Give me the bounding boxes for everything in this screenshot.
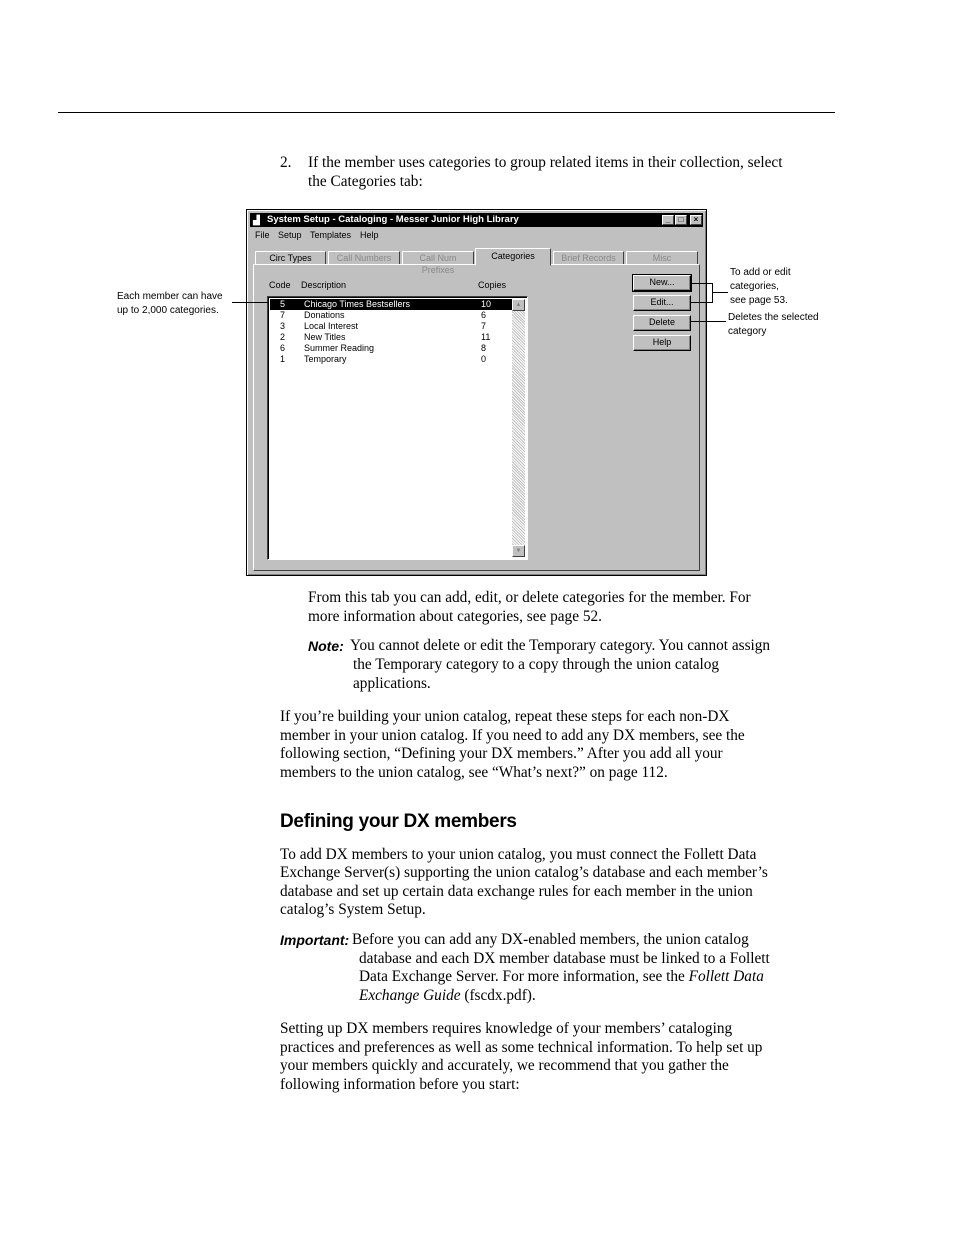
callout-delete-line2: category — [728, 326, 767, 337]
para-add-dx-line3: database and set up certain data exchange rules for each member in the union — [280, 883, 753, 900]
para-setting-up-line2: practices and preferences as well as some technical information. To help set up — [280, 1039, 763, 1056]
new-button[interactable]: New... — [633, 275, 691, 291]
tab-strip — [253, 248, 701, 275]
para-building-line1: If you’re building your union catalog, repeat these steps for each non-DX — [280, 708, 730, 725]
para-building-line4: members to the union catalog, see “What’s next?” on page 112. — [280, 764, 668, 781]
callout-add-edit-line2: categories, — [730, 281, 779, 292]
para-setting-up-line4: following information before you start: — [280, 1076, 520, 1093]
callout-leader-add-edit — [712, 292, 728, 293]
tab-call-num-prefixes[interactable]: Call Num Prefixes — [402, 251, 474, 265]
callout-leader-delete — [690, 321, 726, 322]
important-line3: Data Exchange Server. For more information, see the Follett Data — [359, 968, 764, 985]
column-header-copies: Copies — [478, 280, 507, 290]
close-icon[interactable]: × — [690, 215, 702, 225]
delete-button[interactable]: Delete — [633, 315, 691, 331]
list-item[interactable]: 6 Summer Reading 8 — [280, 343, 487, 353]
step-text-line2: the Categories tab: — [308, 173, 423, 190]
tab-call-numbers[interactable]: Call Numbers — [328, 251, 400, 265]
important-line4: Exchange Guide (fscdx.pdf). — [359, 987, 536, 1004]
list-item[interactable]: 5 Chicago Times Bestsellers 10 — [270, 299, 516, 310]
callout-delete-line1: Deletes the selected — [728, 312, 819, 323]
para-from-tab-line2: more information about categories, see page 52. — [308, 608, 602, 625]
para-setting-up-line1: Setting up DX members requires knowledge of your members’ cataloging — [280, 1020, 733, 1037]
window-title: System Setup - Cataloging - Messer Junior High Library — [267, 214, 519, 225]
callout-leader-new — [690, 283, 712, 284]
callout-left-line1: Each member can have — [117, 291, 223, 302]
vertical-scrollbar[interactable] — [512, 299, 525, 557]
help-button[interactable]: Help — [633, 335, 691, 351]
para-add-dx-line2: Exchange Server(s) supporting the union catalog’s database and each member’s — [280, 864, 768, 881]
callout-leader-left — [232, 302, 268, 303]
para-setting-up-line3: your members quickly and accurately, we recommend that you gather the — [280, 1057, 729, 1074]
para-add-dx-line1: To add DX members to your union catalog, you must connect the Follett Data — [280, 846, 757, 863]
menu-file[interactable]: File — [255, 230, 270, 240]
para-from-tab-line1: From this tab you can add, edit, or delete categories for the member. For — [308, 589, 751, 606]
list-item[interactable]: 7 Donations 6 — [280, 310, 487, 320]
edit-button[interactable]: Edit... — [633, 295, 691, 311]
callout-add-edit-line3: see page 53. — [730, 295, 788, 306]
callout-left-line2: up to 2,000 categories. — [117, 305, 219, 316]
column-header-description: Description — [301, 280, 347, 290]
tab-brief-records[interactable]: Brief Records — [553, 251, 624, 265]
para-building-line2: member in your union catalog. If you need to add any DX members, see the — [280, 727, 745, 744]
menu-help[interactable]: Help — [360, 230, 379, 240]
menu-setup[interactable]: Setup — [278, 230, 302, 240]
tab-circ-types[interactable]: Circ Types — [255, 251, 326, 265]
system-setup-window — [246, 209, 707, 576]
scroll-up-icon[interactable]: ▲ — [512, 299, 525, 311]
para-add-dx-line4: catalog’s System Setup. — [280, 901, 426, 918]
categories-list[interactable] — [267, 296, 528, 560]
note-line2: the Temporary category to a copy through the union catalog — [353, 656, 720, 673]
step-text-line1: If the member uses categories to group related items in their collection, select — [308, 154, 783, 171]
minimize-icon[interactable]: _ — [662, 215, 674, 225]
callout-bracket — [712, 283, 713, 303]
note-line3: applications. — [353, 675, 431, 692]
window-titlebar[interactable] — [250, 213, 703, 227]
header-rule — [58, 112, 835, 113]
tab-misc[interactable]: Misc — [626, 251, 698, 265]
app-icon: ▟ — [253, 215, 260, 225]
callout-add-edit-line1: To add or edit — [730, 267, 791, 278]
note-label: Note: — [308, 638, 344, 654]
callout-leader-edit — [690, 302, 712, 303]
list-item[interactable]: 3 Local Interest 7 — [280, 321, 487, 331]
tab-categories[interactable]: Categories — [475, 248, 551, 266]
scroll-down-icon[interactable]: ▼ — [512, 545, 525, 557]
list-item[interactable]: 1 Temporary 0 — [280, 354, 487, 364]
list-item[interactable]: 2 New Titles 11 — [280, 332, 491, 342]
menu-templates[interactable]: Templates — [310, 230, 352, 240]
note-line1: You cannot delete or edit the Temporary category. You cannot assign — [350, 637, 771, 654]
step-number: 2. — [280, 154, 292, 171]
section-heading: Defining your DX members — [280, 811, 517, 832]
maximize-icon[interactable]: □ — [675, 215, 687, 225]
column-header-code: Code — [269, 280, 291, 290]
important-label: Important: — [280, 932, 350, 948]
important-line2: database and each DX member database must be linked to a Follett — [359, 950, 770, 967]
para-building-line3: following section, “Defining your DX members.” After you add all your — [280, 745, 723, 762]
important-line1: Before you can add any DX-enabled members, the union catalog — [352, 931, 749, 948]
